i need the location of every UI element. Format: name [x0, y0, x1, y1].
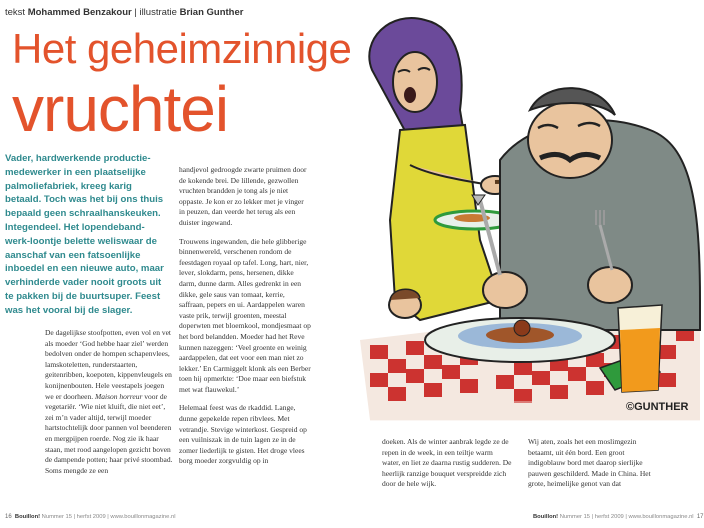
page-title-line1: Het geheimzinnige [12, 25, 352, 72]
cartoon-illustration [300, 0, 700, 430]
illustrator-name: Brian Gunther [179, 7, 244, 18]
text-column-3: doeken. Als de winter aanbrak legde ze de repen in de week, in een teiltje warm water, en liet ze daarna rustig sudderen. De heerlijk ranzige bouquet verspreidde zich door de hele wijk. [382, 437, 512, 489]
page-number: 16 [5, 514, 12, 520]
author-name: Mohammed Benzakour [27, 7, 132, 18]
intro-paragraph: Vader, hardwerkende productie-medewerker in een plaatselijke palmoliefabriek, kreeg karig betaald. Toch was het bij ons thuis bepaald geen schraalhanskeuken. Integendeel. Het lopendeband-werk-loontje belette weliswaar de aanschaf van een fatsoenlijke inboedel en een nieuwe auto, maar verhinderde vader nooit groots uit te pakken bij de buurtsuper. Feest was het vooral bij de slager. [5, 153, 164, 316]
paragraph: handjevol gedroogde zwarte pruimen door de kokende brei. De lillende, gezwollen vruchten brandden je tong als je niet oppaste. Je kon er zo lekker met je vinger in peuzen, dan veerde het terug als een duister ingewand. [179, 165, 307, 227]
illustration-signature: ©GUNTHER [626, 401, 689, 413]
article-credits: tekst Mohammed Benzakour | illustratie Brian Gunther [5, 7, 244, 18]
paragraph: De dagelijkse stoofpotten, even vol en vet als moeder ‘God hebbe haar ziel’ werden bedolven onder de hompen schapenvlees, lamskoteletten, runderstaarten, geitenribben, koepoten, kippenvleugels en konijnenbouten. Hele veestapels joegen we er doorheen. Maison horreur voor de vegetariër. ‘Wie niet kluift, die niet eet’, zei m’n vader altijd, terwijl moeder hartstochtelijk door pannen vol beenderen en mergpijpen roerde. Nog zie ik haar staan, met rood aangelopen gezicht boven de dampende potten; haar privé stoombad. Soms mengde ze een [45, 328, 173, 475]
text-column-2 [179, 165, 311, 467]
footer-left: 16 Bouillon! Nummer 15 | herfst 2009 | www.bouillonmagazine.nl [5, 514, 176, 520]
juice-glass [618, 305, 662, 392]
footer-right: Bouillon! Nummer 15 | herfst 2009 | www.bouillonmagazine.nl 17 [533, 514, 704, 520]
paragraph: Helemaal feest was de rkaddid. Lange, dunne gepekelde repen ribvlees. Met vetrandje. Stevige winterkost. Gespreid op een vuilniszak in de tuin lagen ze in de zomer liederlijk te gisten. Het droge vlees borg moeder zorgvuldig op in [179, 403, 307, 466]
child-figure [389, 289, 421, 318]
page-title-line2: vruchtei [12, 73, 229, 145]
text-column-4: Wij aten, zoals het een moslimgezin betaamt, uit één bord. Een groot indigoblauw bord met daarop sierlijke pauwen geschilderd. Made in China. Het grote, heimelijke genot van dat [528, 437, 651, 489]
plate-illustration [425, 318, 615, 362]
page-number: 17 [696, 514, 704, 520]
text-column-1 [45, 328, 173, 476]
man-figure [472, 88, 700, 330]
paragraph: Trouwens ingewanden, die hele glibberige binnenwereld, verschenen rondom de feestdagen royaal op tafel. Long, hart, nier, lever, slokdarm, pens, hersenen, dikke darm, dunne darm. Alles gedrenkt in een dikke, gele saus van tomaat, kerrie, saffraan, pepers en ui. Aardappelen waren vaste prik, terwijl groenten, meestal doperwten met bloemkool, mondjesmaat op het bord belandden. Moeder had het Reve kunnen nazeggen: ‘Veel groente en weinig aardappelen, dat eet voor een man niet zo lekker.’ En Carmiggelt klonk als een Berber toen hij opmerkte: ‘Doe maar een biefstuk met wat flauwekul.’ [179, 236, 311, 394]
